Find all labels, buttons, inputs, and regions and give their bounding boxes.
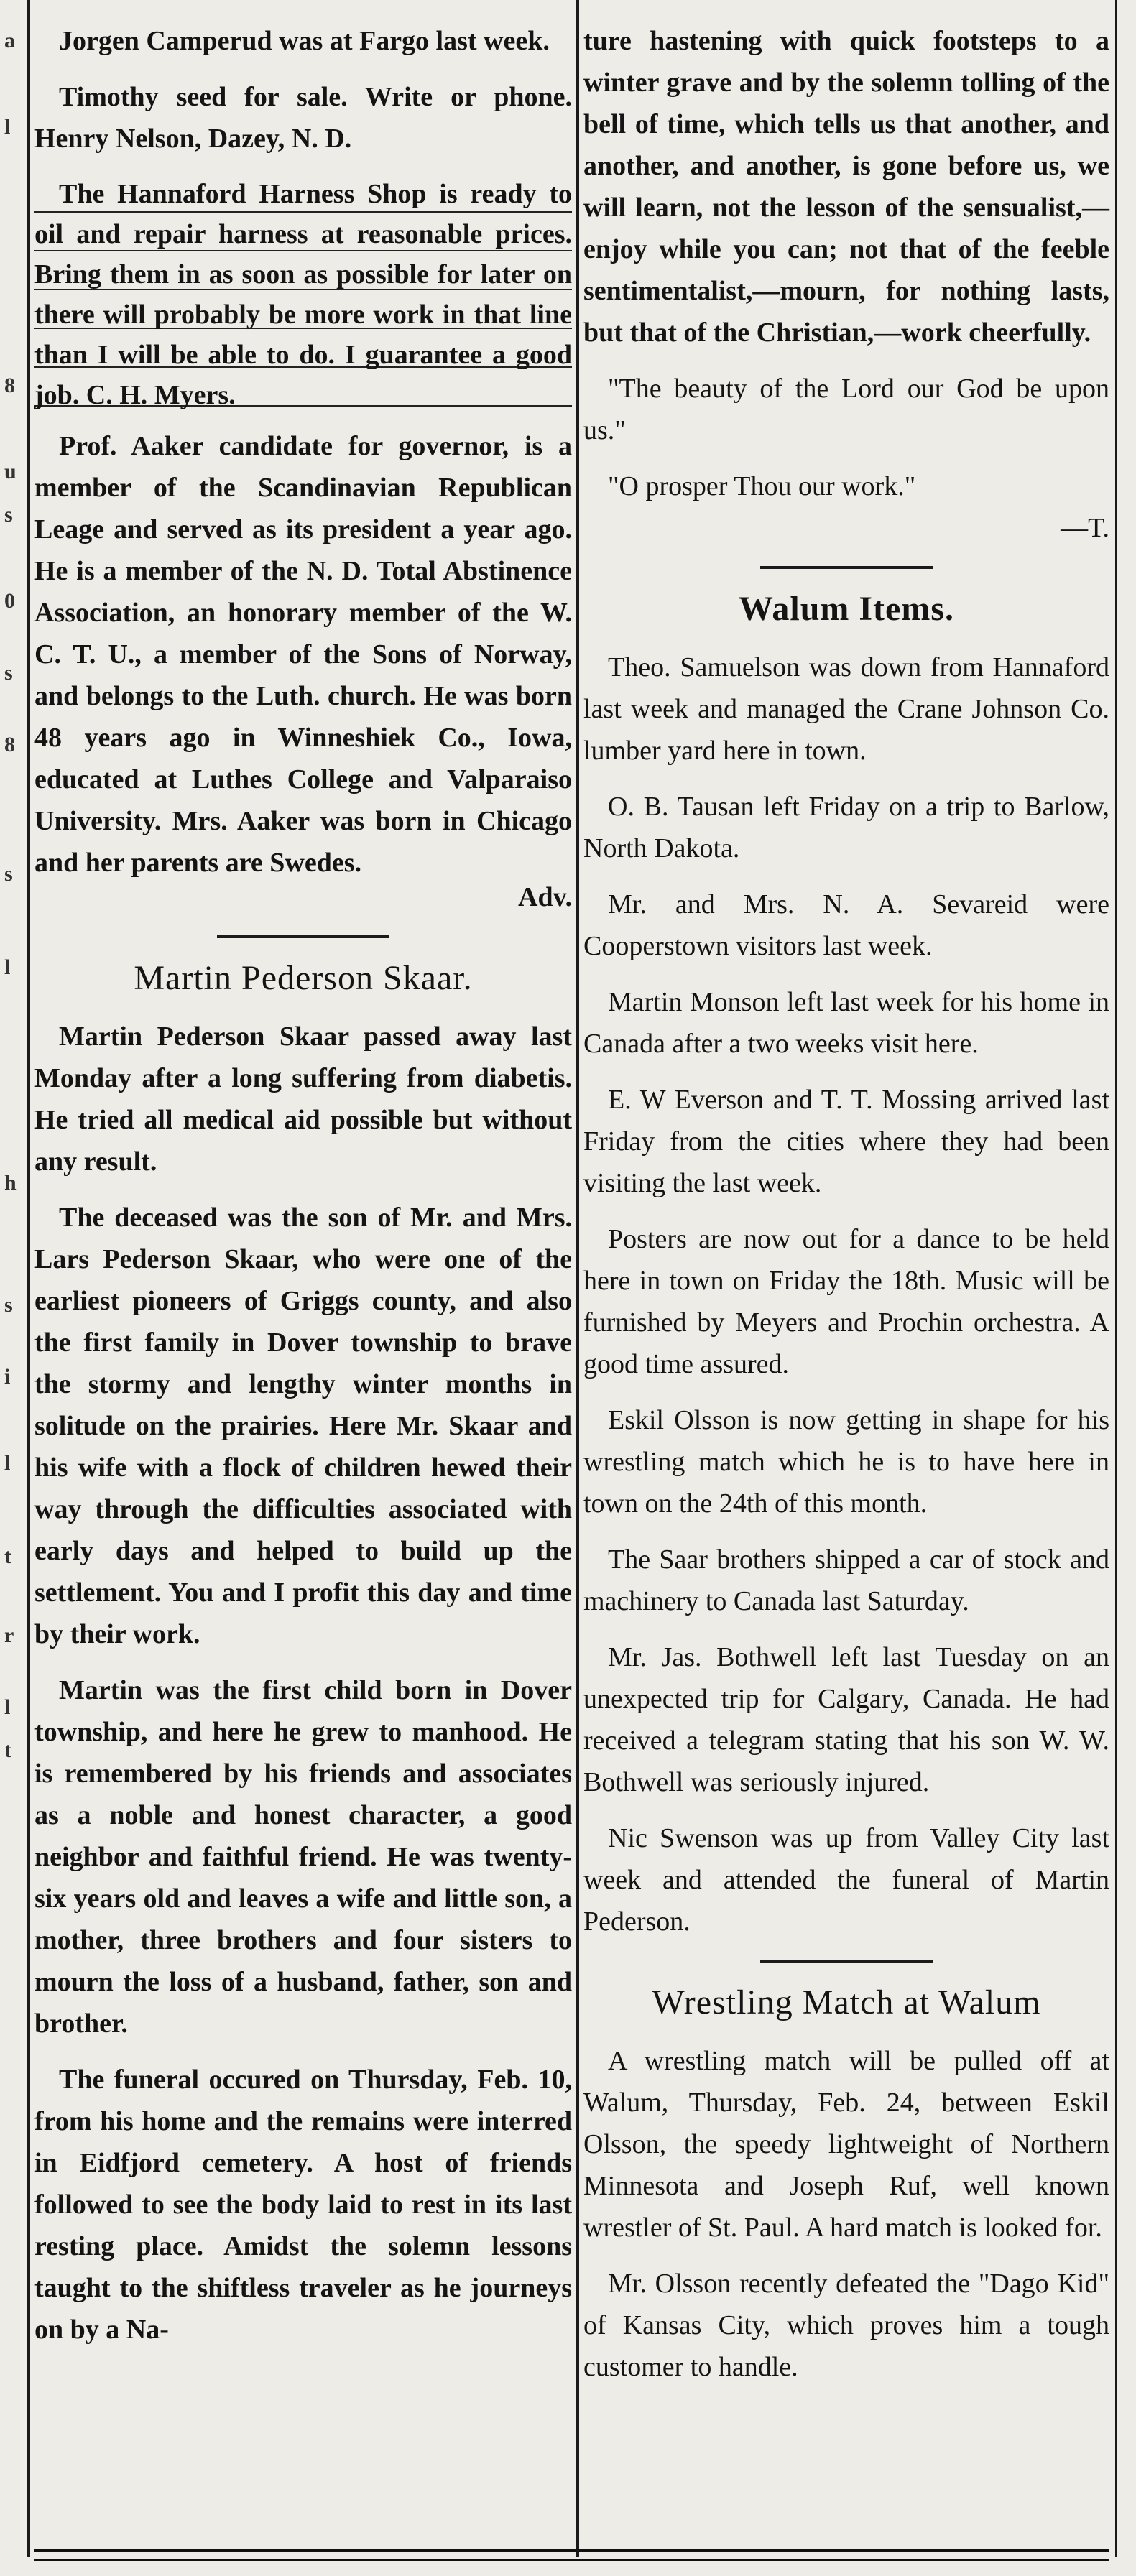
margin-fragment: l [4, 955, 11, 979]
wrestling-paragraph: A wrestling match will be pulled off at Walum, Thursday, Feb. 24, between Eskil Olsson, the speedy lightweight of Northern Minnesota and Joseph Ruf, well known wrestler of St. Paul. A hard match is looked for. [583, 2046, 1109, 2243]
obituary-paragraph: The deceased was the son of Mr. and Mrs. Lars Pederson Skaar, who were one of the earliest pioneers of Griggs county, and also the first family in Dover township to brave the stormy and lengthy winter months in solitude on the prairies. Here Mr. Skaar and his wife with a flock of children hewed their way through the difficulties associated with early days and helped to build up the settlement. You and I profit this day and time by their work. [34, 1203, 572, 1649]
section-divider [217, 935, 389, 938]
right-border-rule [1115, 0, 1117, 2557]
scripture-quote: "The beauty of the Lord our God be upon us." [583, 374, 1109, 445]
margin-fragment: l [4, 1451, 11, 1475]
margin-fragment: 0 [4, 589, 15, 613]
margin-fragment: 8 [4, 733, 15, 756]
page-bottom-rule [34, 2559, 1109, 2561]
wrestling-paragraph: Mr. Olsson recently defeated the "Dago Kid" of Kansas City, which proves him a tough customer to handle. [583, 2269, 1109, 2382]
walum-items-heading: Walum Items. [739, 590, 954, 628]
left-border-rule [27, 0, 30, 2557]
section-divider [760, 566, 933, 569]
news-item: Timothy seed for sale. Write or phone. Henry Nelson, Dazey, N. D. [34, 82, 572, 154]
obituary-paragraph: The funeral occured on Thursday, Feb. 10, from his home and the remains were interred in Eidfjord cemetery. A host of friends followed to see the body laid to rest in its last resting place. Amidst the solemn lessons taught to the shiftless traveler as he journeys on by a Na- [34, 2065, 572, 2345]
walum-item: Mr. Jas. Bothwell left last Tuesday on an unexpected trip for Calgary, Canada. He had received a telegram stating that his son W. W. Bothwell was seriously injured. [583, 1642, 1109, 1797]
wrestling-heading: Wrestling Match at Walum [652, 1983, 1041, 2021]
margin-fragment: a [4, 29, 15, 52]
harness-shop-ad: The Hannaford Harness Shop is ready to oil and repair harness at reasonable prices. Bring them in as soon as possible for later on there will probably be more work in that line than I will be able to do. I guarantee a good job. C. H. Myers. [34, 174, 572, 415]
news-item: Jorgen Camperud was at Fargo last week. [59, 26, 550, 56]
walum-item: Nic Swenson was up from Valley City last week and attended the funeral of Martin Pederson. [583, 1823, 1109, 1937]
page-bottom-rule [34, 2549, 1109, 2552]
section-divider [760, 1960, 933, 1963]
walum-item: The Saar brothers shipped a car of stock and machinery to Canada last Saturday. [583, 1544, 1109, 1616]
obituary-continued: ture hastening with quick footsteps to a winter grave and by the solemn tolling of the bell of time, which tells us that another, and another, and another, is gone before us, we will learn, not the lesson of the sensualist,—enjoy while you can; not that of the feeble sentimentalist,—mourn, for nothing lasts, but that of the Christian,—work cheerfully. [583, 26, 1109, 348]
margin-fragment: s [4, 661, 13, 685]
advertisement-tag: Adv. [518, 882, 572, 912]
margin-fragment: l [4, 1695, 11, 1719]
walum-item: Martin Monson left last week for his home in Canada after a two weeks visit here. [583, 987, 1109, 1059]
walum-item: Posters are now out for a dance to be held here in town on Friday the 18th. Music will be furnished by Meyers and Prochin orchestra. A good time assured. [583, 1224, 1109, 1379]
column-divider [576, 0, 579, 2557]
margin-fragment: h [4, 1171, 17, 1195]
walum-item: E. W Everson and T. T. Mossing arrived last Friday from the cities where they had been visiting the last week. [583, 1085, 1109, 1198]
walum-item: Theo. Samuelson was down from Hannaford last week and managed the Crane Johnson Co. lumber yard here in town. [583, 652, 1109, 766]
scripture-quote: "O prosper Thou our work." [608, 471, 916, 501]
margin-fragment: t [4, 1544, 11, 1568]
margin-fragment: s [4, 1293, 13, 1317]
obituary-heading: Martin Pederson Skaar. [134, 959, 473, 997]
left-column [34, 20, 572, 2365]
left-margin-fragments [0, 0, 29, 2576]
margin-fragment: s [4, 862, 13, 886]
margin-fragment: 8 [4, 374, 15, 397]
right-column [583, 20, 1109, 2402]
walum-item: Mr. and Mrs. N. A. Sevareid were Cooperstown visitors last week. [583, 889, 1109, 961]
obituary-paragraph: Martin was the first child born in Dover township, and here he grew to manhood. He is remembered by his friends and associates as a noble and honest character, a good neighbor and faithful friend. He was twenty-six years old and leaves a wife and little son, a mother, three brothers and four sisters to mourn the loss of a husband, father, son and brother. [34, 1675, 572, 2039]
obituary-paragraph: Martin Pederson Skaar passed away last Monday after a long suffering from diabetis. He tried all medical aid possible but without any result. [34, 1021, 572, 1177]
margin-fragment: l [4, 115, 11, 139]
margin-fragment: u [4, 460, 17, 483]
author-signature: —T. [1061, 513, 1109, 543]
margin-fragment: i [4, 1365, 11, 1389]
walum-item: O. B. Tausan left Friday on a trip to Barlow, North Dakota. [583, 792, 1109, 863]
aaker-campaign-ad: Prof. Aaker candidate for governor, is a member of the Scandinavian Republican Leage and served as its president a year ago. He is a member of the N. D. Total Abstinence Association, an honorary member of the W. C. T. U., a member of the Sons of Norway, and belongs to the Luth. church. He was born 48 years ago in Winneshiek Co., Iowa, educated at Luthes College and Valparaiso University. Mrs. Aaker was born in Chicago and her parents are Swedes. [34, 431, 572, 878]
margin-fragment: s [4, 503, 13, 527]
margin-fragment: t [4, 1738, 11, 1762]
margin-fragment: r [4, 1623, 14, 1647]
walum-item: Eskil Olsson is now getting in shape for his wrestling match which he is to have here in town on the 24th of this month. [583, 1405, 1109, 1519]
